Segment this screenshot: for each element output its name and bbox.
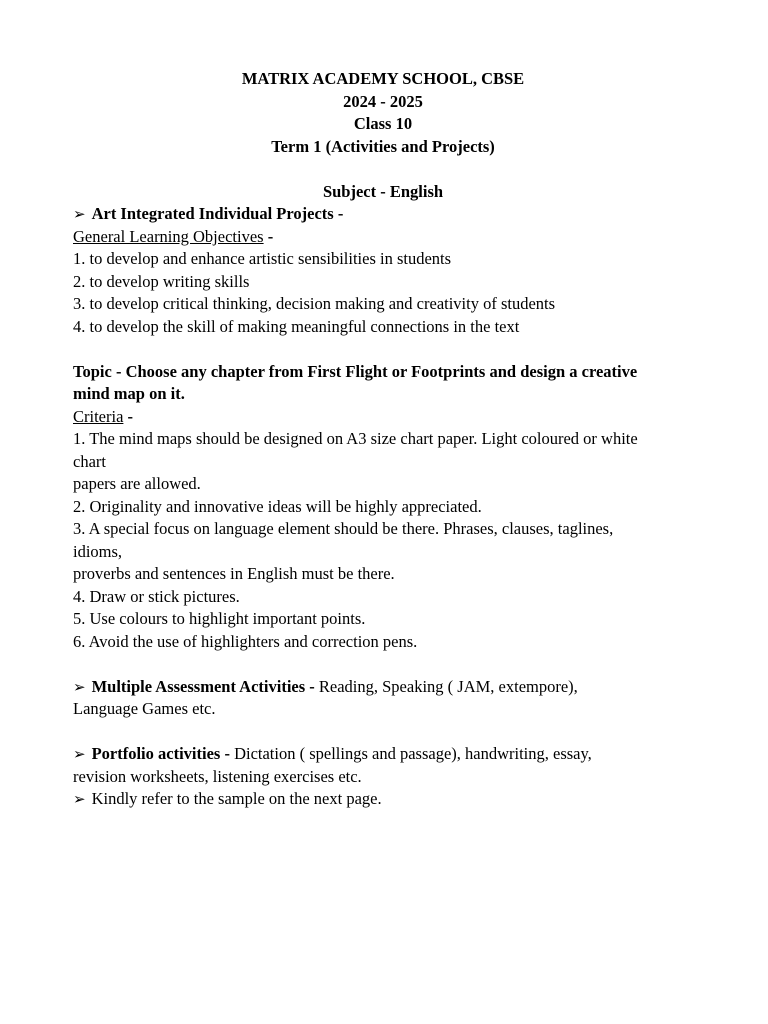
note-text: Kindly refer to the sample on the next page. (91, 789, 382, 808)
objective-item: 4. to develop the skill of making meaningful connections in the text (73, 317, 520, 336)
topic-line-1: Topic - Choose any chapter from First Flight or Footprints and design a creative (73, 362, 638, 381)
objectives-heading (73, 226, 273, 248)
criteria-heading (73, 406, 133, 428)
criteria-line: 3. A special focus on language element should be there. Phrases, clauses, taglines, (73, 519, 614, 538)
objectives-label: General Learning Objectives (73, 227, 264, 246)
criteria-line: 2. Originality and innovative ideas will be highly appreciated. (73, 497, 482, 516)
term-label: Term 1 (Activities and Projects) (271, 137, 495, 156)
multiple-assessment-text: Reading, Speaking ( JAM, extempore), (314, 677, 578, 696)
session-year: 2024 - 2025 (343, 92, 423, 111)
arrow-bullet-icon: ➢ (73, 790, 86, 808)
objective-item: 2. to develop writing skills (73, 272, 250, 291)
multiple-assessment-text-2: Language Games etc. (73, 699, 216, 718)
portfolio-text-2: revision worksheets, listening exercises etc. (73, 767, 362, 786)
portfolio-text: Dictation ( spellings and passage), handwriting, essay, (229, 744, 592, 763)
criteria-line: chart (73, 452, 106, 471)
arrow-bullet-icon: ➢ (73, 678, 86, 696)
school-title: MATRIX ACADEMY SCHOOL, CBSE (241, 69, 525, 88)
criteria-line: papers are allowed. (73, 474, 201, 493)
art-project-title: Art Integrated Individual Projects - (91, 204, 344, 223)
criteria-line: 4. Draw or stick pictures. (73, 587, 240, 606)
criteria-line: 5. Use colours to highlight important points. (73, 609, 366, 628)
class-label: Class 10 (353, 114, 413, 133)
criteria-dash: - (123, 407, 134, 426)
multiple-assessment-line (73, 676, 578, 698)
objective-item: 3. to develop critical thinking, decision making and creativity of students (73, 294, 556, 313)
multiple-assessment-title: Multiple Assessment Activities - (91, 677, 315, 696)
portfolio-title: Portfolio activities - (91, 744, 230, 763)
arrow-bullet-icon: ➢ (73, 205, 86, 223)
portfolio-line (73, 743, 592, 765)
objective-item: 1. to develop and enhance artistic sensibilities in students (73, 249, 452, 268)
criteria-label: Criteria (73, 407, 124, 426)
criteria-line: 1. The mind maps should be designed on A3 size chart paper. Light coloured or white (73, 429, 638, 448)
objectives-dash: - (263, 227, 274, 246)
subject-label: Subject - English (322, 182, 444, 201)
topic-line-2: mind map on it. (73, 384, 185, 403)
art-project-heading (73, 203, 343, 225)
note-line (73, 788, 382, 810)
arrow-bullet-icon: ➢ (73, 745, 86, 763)
criteria-line: idioms, (73, 542, 123, 561)
criteria-line: proverbs and sentences in English must be there. (73, 564, 395, 583)
criteria-line: 6. Avoid the use of highlighters and correction pens. (73, 632, 418, 651)
